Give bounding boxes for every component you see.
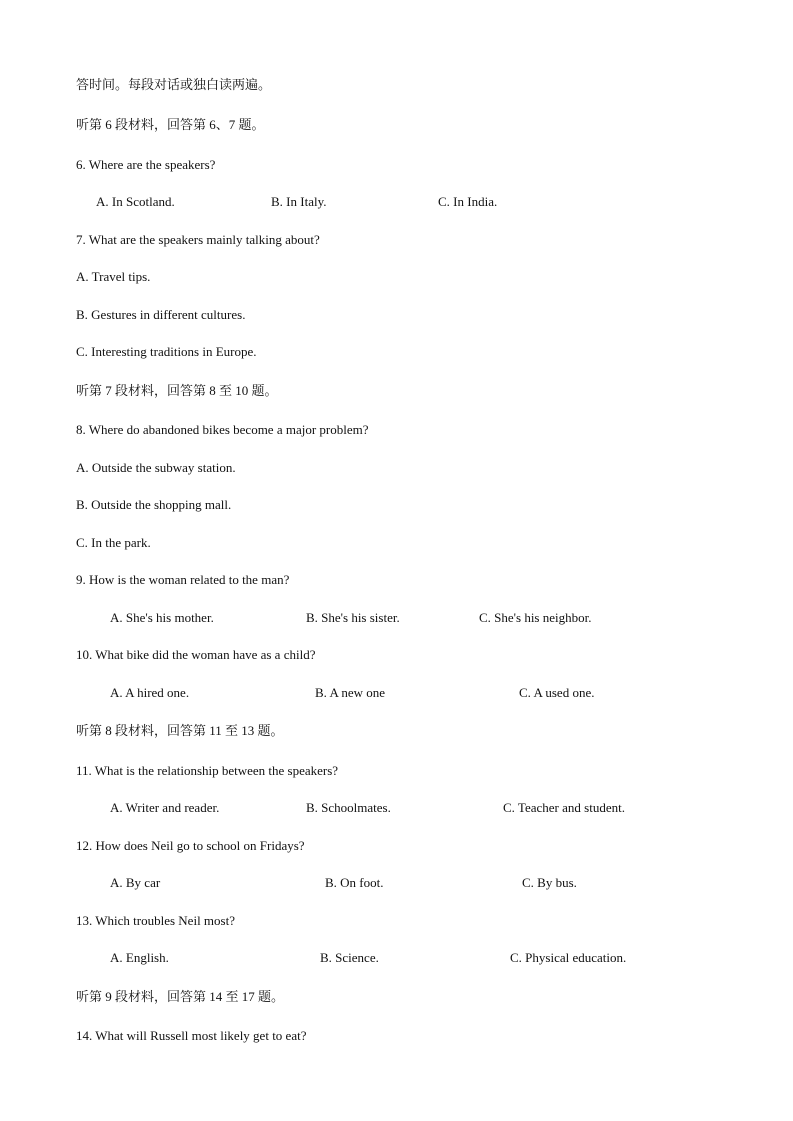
question-11-option-b: B. Schoolmates. bbox=[306, 800, 391, 815]
question-7: 7. What are the speakers mainly talking about? bbox=[76, 232, 320, 247]
question-11: 11. What is the relationship between the speakers? bbox=[76, 763, 339, 778]
section-heading-8: 听第 8 段材料，回答第 11 至 13 题。 bbox=[76, 723, 284, 738]
question-6: 6. Where are the speakers? bbox=[76, 157, 216, 172]
question-10-option-b: B. A new one bbox=[315, 685, 386, 700]
question-13: 13. Which troubles Neil most? bbox=[76, 913, 235, 928]
question-12-option-b: B. On foot. bbox=[325, 875, 384, 890]
question-10-option-a: A. A hired one. bbox=[110, 685, 190, 700]
question-7-option-c: C. Interesting traditions in Europe. bbox=[76, 344, 257, 359]
question-7-option-a: A. Travel tips. bbox=[76, 269, 151, 284]
question-8-option-b: B. Outside the shopping mall. bbox=[76, 497, 232, 512]
question-12-option-c: C. By bus. bbox=[522, 875, 577, 890]
question-12: 12. How does Neil go to school on Fridays? bbox=[76, 838, 305, 853]
question-10: 10. What bike did the woman have as a child? bbox=[76, 647, 316, 662]
listening-instructions: 答时间。每段对话或独白读两遍。 bbox=[76, 77, 272, 92]
question-6-option-a: A. In Scotland. bbox=[96, 194, 175, 209]
question-9-option-b: B. She's his sister. bbox=[306, 610, 400, 625]
question-9: 9. How is the woman related to the man? bbox=[76, 572, 290, 587]
question-7-option-b: B. Gestures in different cultures. bbox=[76, 307, 246, 322]
question-13-option-b: B. Science. bbox=[320, 950, 379, 965]
question-12-option-a: A. By car bbox=[110, 875, 161, 890]
question-9-option-c: C. She's his neighbor. bbox=[479, 610, 592, 625]
section-heading-6: 听第 6 段材料，回答第 6、7 题。 bbox=[76, 117, 265, 132]
question-13-option-a: A. English. bbox=[110, 950, 169, 965]
question-13-option-c: C. Physical education. bbox=[510, 950, 627, 965]
question-11-option-a: A. Writer and reader. bbox=[110, 800, 220, 815]
question-8-option-a: A. Outside the subway station. bbox=[76, 460, 236, 475]
question-11-option-c: C. Teacher and student. bbox=[503, 800, 625, 815]
question-6-option-c: C. In India. bbox=[438, 194, 498, 209]
question-14: 14. What will Russell most likely get to eat? bbox=[76, 1028, 307, 1043]
section-heading-9: 听第 9 段材料，回答第 14 至 17 题。 bbox=[76, 989, 285, 1004]
question-6-option-b: B. In Italy. bbox=[271, 194, 327, 209]
question-10-option-c: C. A used one. bbox=[519, 685, 595, 700]
section-heading-7: 听第 7 段材料，回答第 8 至 10 题。 bbox=[76, 383, 278, 398]
question-9-option-a: A. She's his mother. bbox=[110, 610, 214, 625]
question-8: 8. Where do abandoned bikes become a major problem? bbox=[76, 422, 369, 437]
question-8-option-c: C. In the park. bbox=[76, 535, 151, 550]
